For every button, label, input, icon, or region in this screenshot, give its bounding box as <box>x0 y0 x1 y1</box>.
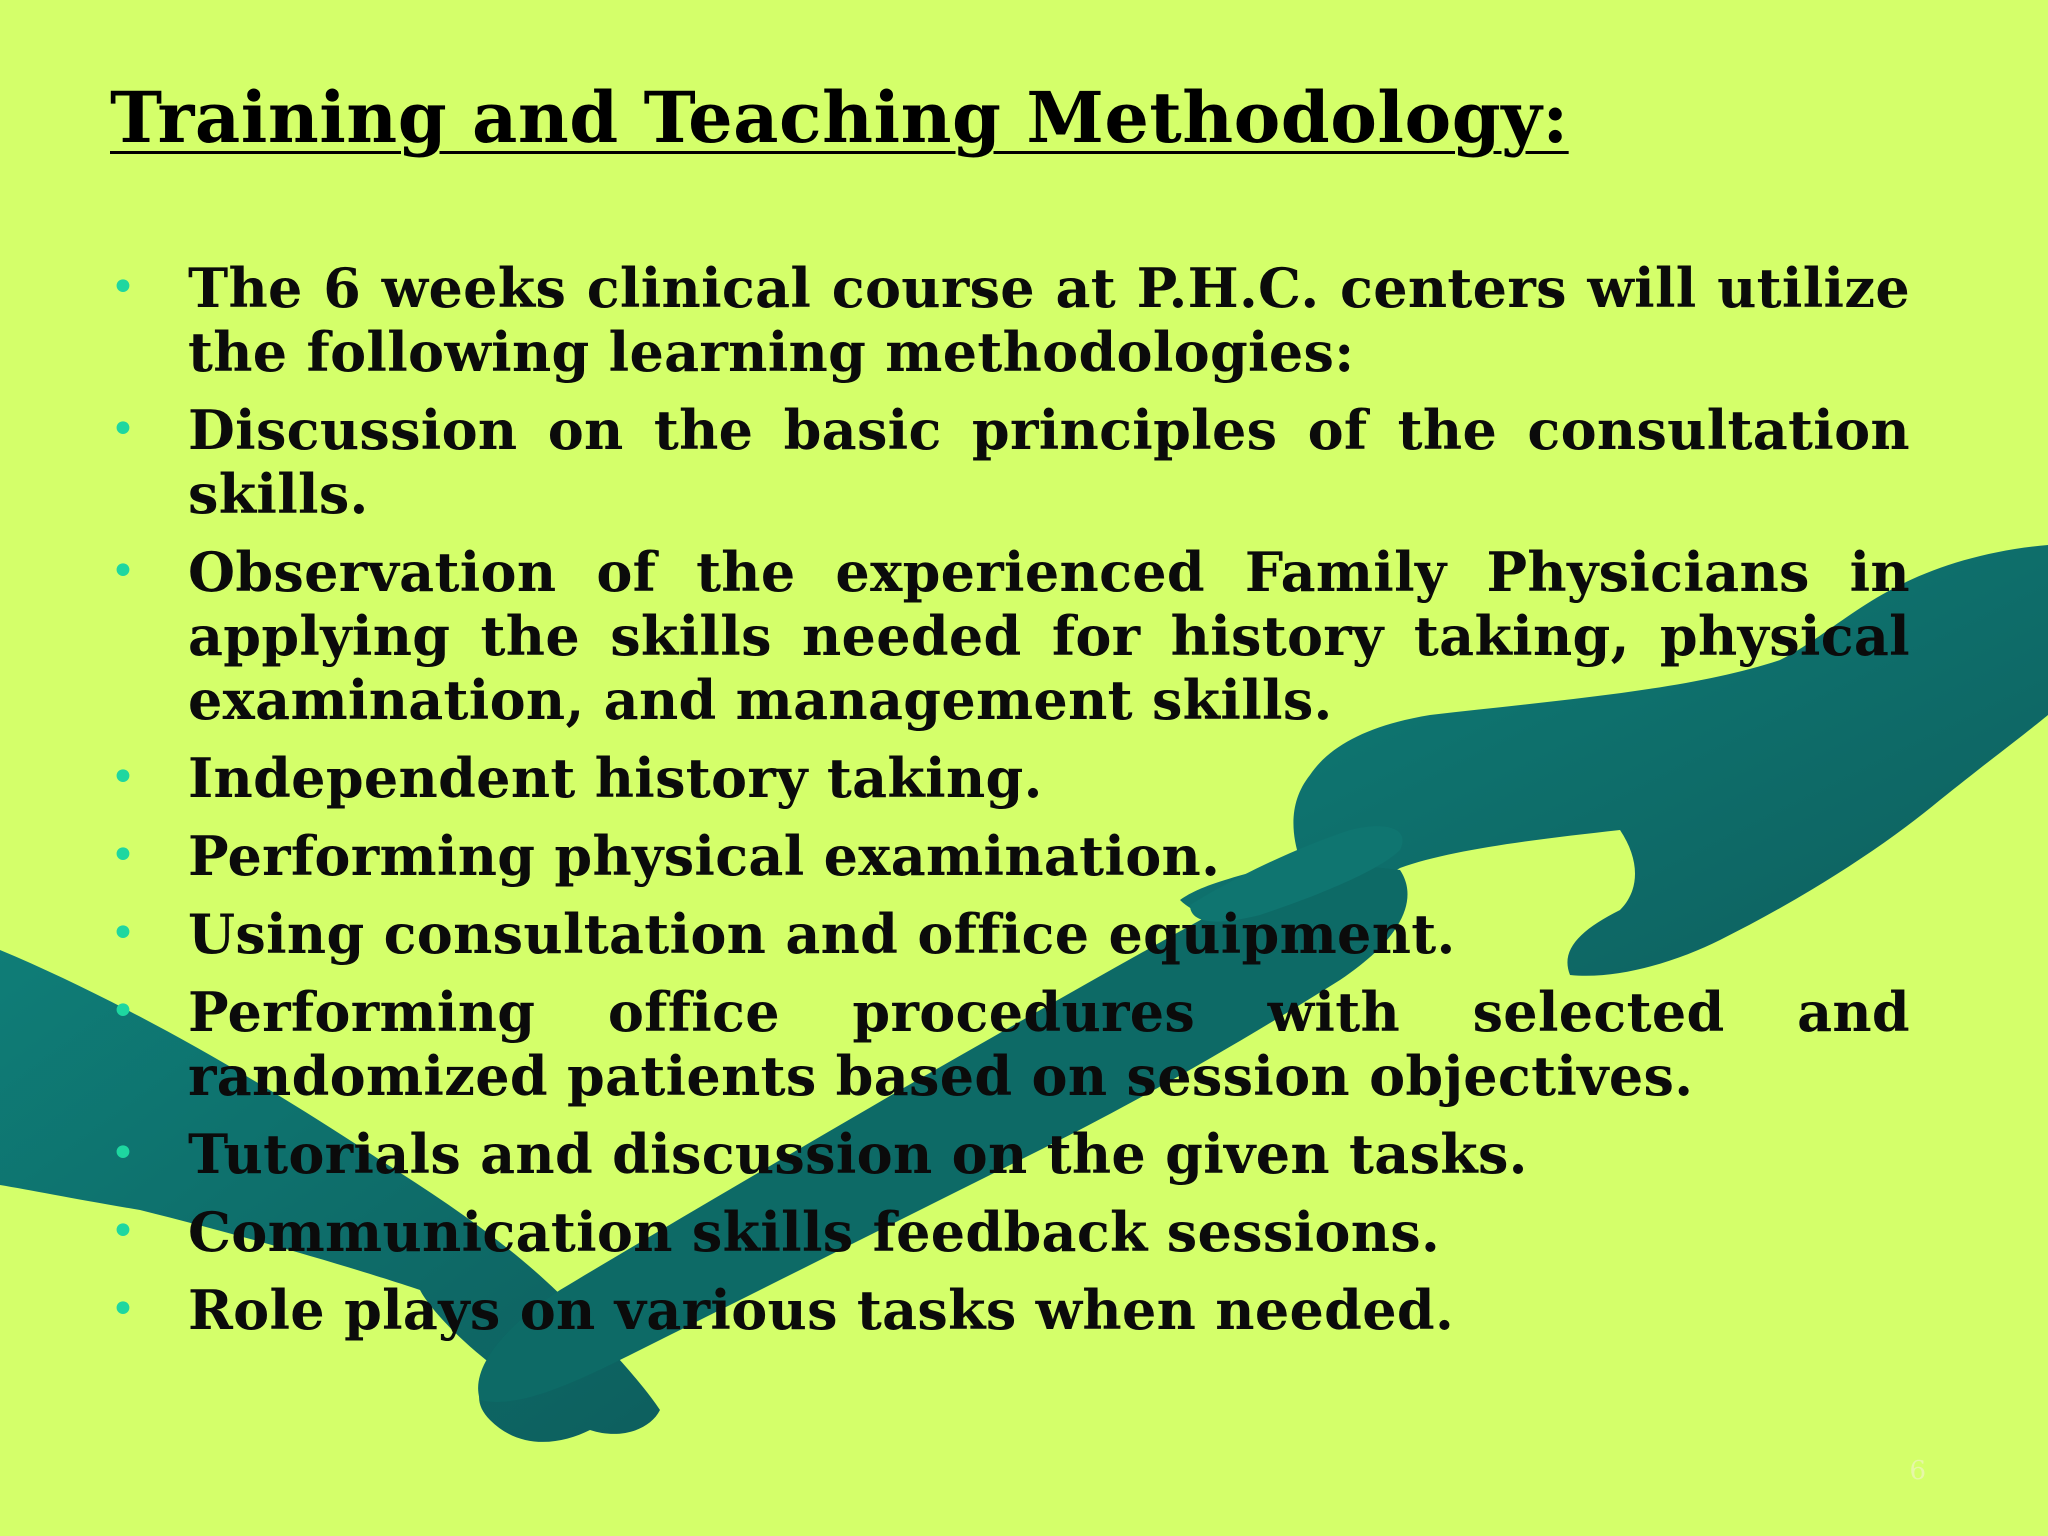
bullet-text: Communication skills feedback sessions. <box>188 1200 1441 1264</box>
bullet-text: Observation of the experienced Family Physicians in applying the skills needed for history taking, physical examination, and management skills. <box>188 540 1910 732</box>
bullet-dot-icon: • <box>110 404 136 455</box>
bullet-item <box>110 540 1910 732</box>
bullet-item <box>110 980 1910 1108</box>
bullet-text: Using consultation and office equipment. <box>188 902 1456 966</box>
bullet-dot-icon: • <box>110 986 136 1037</box>
page-number: 6 <box>1909 1456 1926 1486</box>
bullet-text: Discussion on the basic principles of the consultation skills. <box>188 398 1910 526</box>
bullet-dot-icon: • <box>110 1128 136 1179</box>
bullet-dot-icon: • <box>110 546 136 597</box>
bullet-text: Independent history taking. <box>188 746 1043 810</box>
bullet-item <box>110 398 1910 526</box>
bullet-text: The 6 weeks clinical course at P.H.C. centers will utilize the following learning methodologies: <box>188 256 1910 384</box>
bullet-list <box>110 256 1910 1342</box>
bullet-item <box>110 1200 1910 1264</box>
bullet-dot-icon: • <box>110 1206 136 1257</box>
slide-content <box>110 70 1910 1356</box>
bullet-text: Performing physical examination. <box>188 824 1221 888</box>
bullet-text: Performing office procedures with selected and randomized patients based on session objectives. <box>188 980 1910 1108</box>
bullet-dot-icon: • <box>110 1284 136 1335</box>
bullet-item <box>110 256 1910 384</box>
bullet-item <box>110 824 1910 888</box>
bullet-text: Role plays on various tasks when needed. <box>188 1278 1455 1342</box>
bullet-item <box>110 1278 1910 1342</box>
bullet-item <box>110 902 1910 966</box>
bullet-dot-icon: • <box>110 830 136 881</box>
bullet-text: Tutorials and discussion on the given tasks. <box>188 1122 1528 1186</box>
bullet-dot-icon: • <box>110 752 136 803</box>
bullet-item <box>110 1122 1910 1186</box>
bullet-item <box>110 746 1910 810</box>
slide-title: Training and Teaching Methodology: <box>110 76 1569 159</box>
bullet-dot-icon: • <box>110 908 136 959</box>
bullet-dot-icon: • <box>110 262 136 313</box>
